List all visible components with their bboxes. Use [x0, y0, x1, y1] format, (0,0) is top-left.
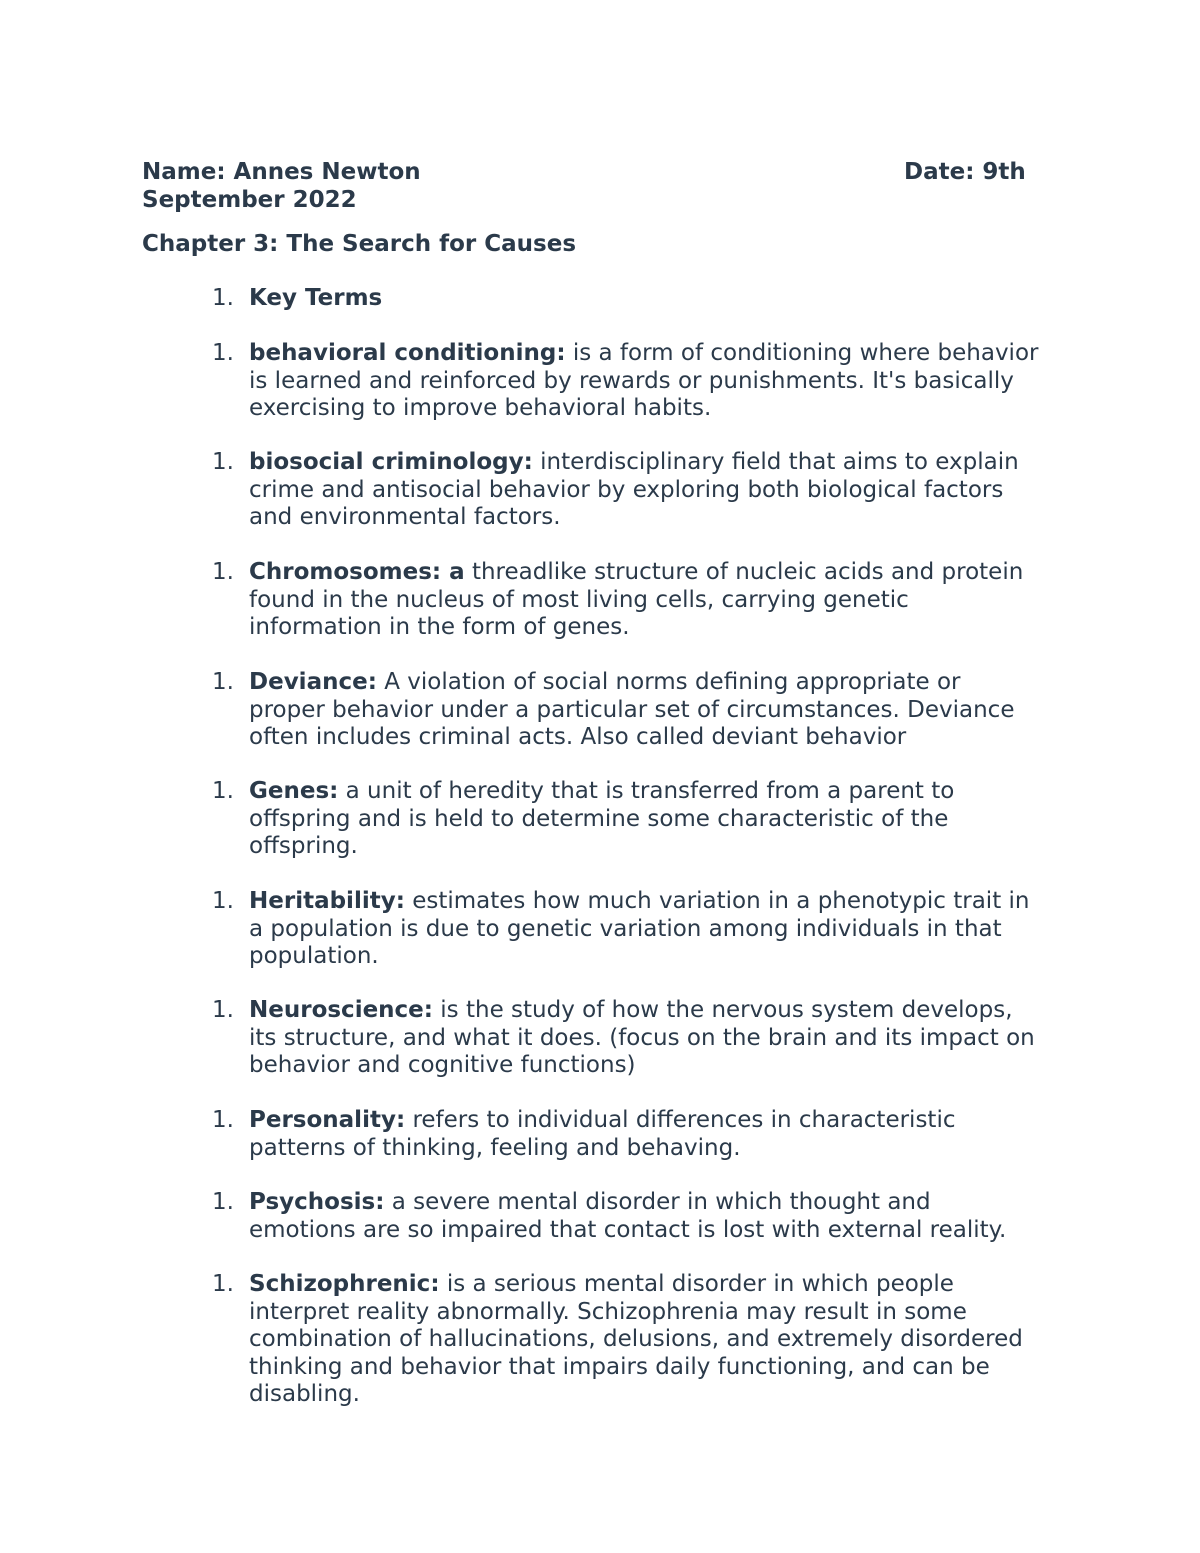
term-label: behavioral conditioning:	[249, 340, 566, 366]
term-definition: a unit of heredity that is transferred from a parent to offspring and is held to determine some characteristic of the offspring.	[249, 778, 955, 859]
term-definition: is a serious mental disorder in which people interpret reality abnormally. Schizophrenia may result in some combination of hallucinations, delusions, and extremely disordered thinking and behavior that impairs daily functioning, and can be disabling.	[249, 1271, 1023, 1407]
list-number: 1.	[212, 1107, 234, 1133]
date-label: Date: 9th	[904, 159, 1026, 185]
term-definition: interdisciplinary field that aims to explain crime and antisocial behavior by exploring both biological factors and environmental factors.	[249, 449, 1019, 530]
term-label: Psychosis:	[249, 1189, 385, 1215]
term-label: Heritability:	[249, 888, 405, 914]
list-number: 1.	[212, 449, 234, 475]
chapter-title: Chapter 3: The Search for Causes	[142, 231, 577, 257]
term-definition: refers to individual differences in characteristic patterns of thinking, feeling and behaving.	[249, 1107, 956, 1161]
list-number: 1.	[212, 997, 234, 1023]
list-number: 1.	[212, 778, 234, 804]
list-number: 1.	[212, 1271, 234, 1297]
list-number: 1.	[212, 559, 234, 585]
student-name: Name: Annes Newton	[142, 159, 421, 185]
key-terms-label: Key Terms	[249, 285, 383, 311]
term-definition: threadlike structure of nucleic acids and protein found in the nucleus of most living cells, carrying genetic information in the form of genes.	[249, 559, 1024, 640]
date-month-year: September 2022	[142, 187, 357, 213]
term-label: Neuroscience:	[249, 997, 433, 1023]
list-number: 1.	[212, 669, 234, 695]
list-number: 1.	[212, 285, 234, 311]
term-label: Genes:	[249, 778, 339, 804]
term-label: Schizophrenic:	[249, 1271, 440, 1297]
term-label: Deviance:	[249, 669, 377, 695]
term-label: Personality:	[249, 1107, 406, 1133]
list-number: 1.	[212, 340, 234, 366]
term-label: Chromosomes: a	[249, 559, 465, 585]
list-number: 1.	[212, 888, 234, 914]
term-definition: is the study of how the nervous system develops, its structure, and what it does. (focus on the brain and its impact on behavior and cognitive functions)	[249, 997, 1035, 1078]
header-name-date-line	[142, 158, 1032, 186]
term-label: biosocial criminology:	[249, 449, 533, 475]
list-number: 1.	[212, 1189, 234, 1215]
header-date-continuation	[142, 186, 1032, 214]
term-definition: is a form of conditioning where behavior is learned and reinforced by rewards or punishments. It's basically exercising to improve behavioral habits.	[249, 340, 1039, 421]
term-definition: estimates how much variation in a phenotypic trait in a population is due to genetic variation among individuals in that population.	[249, 888, 1030, 969]
term-definition: A violation of social norms defining appropriate or proper behavior under a particular set of circumstances. Deviance often includes criminal acts. Also called deviant behavior	[249, 669, 1015, 750]
term-definition: a severe mental disorder in which thought and emotions are so impaired that contact is lost with external reality.	[249, 1189, 1007, 1243]
